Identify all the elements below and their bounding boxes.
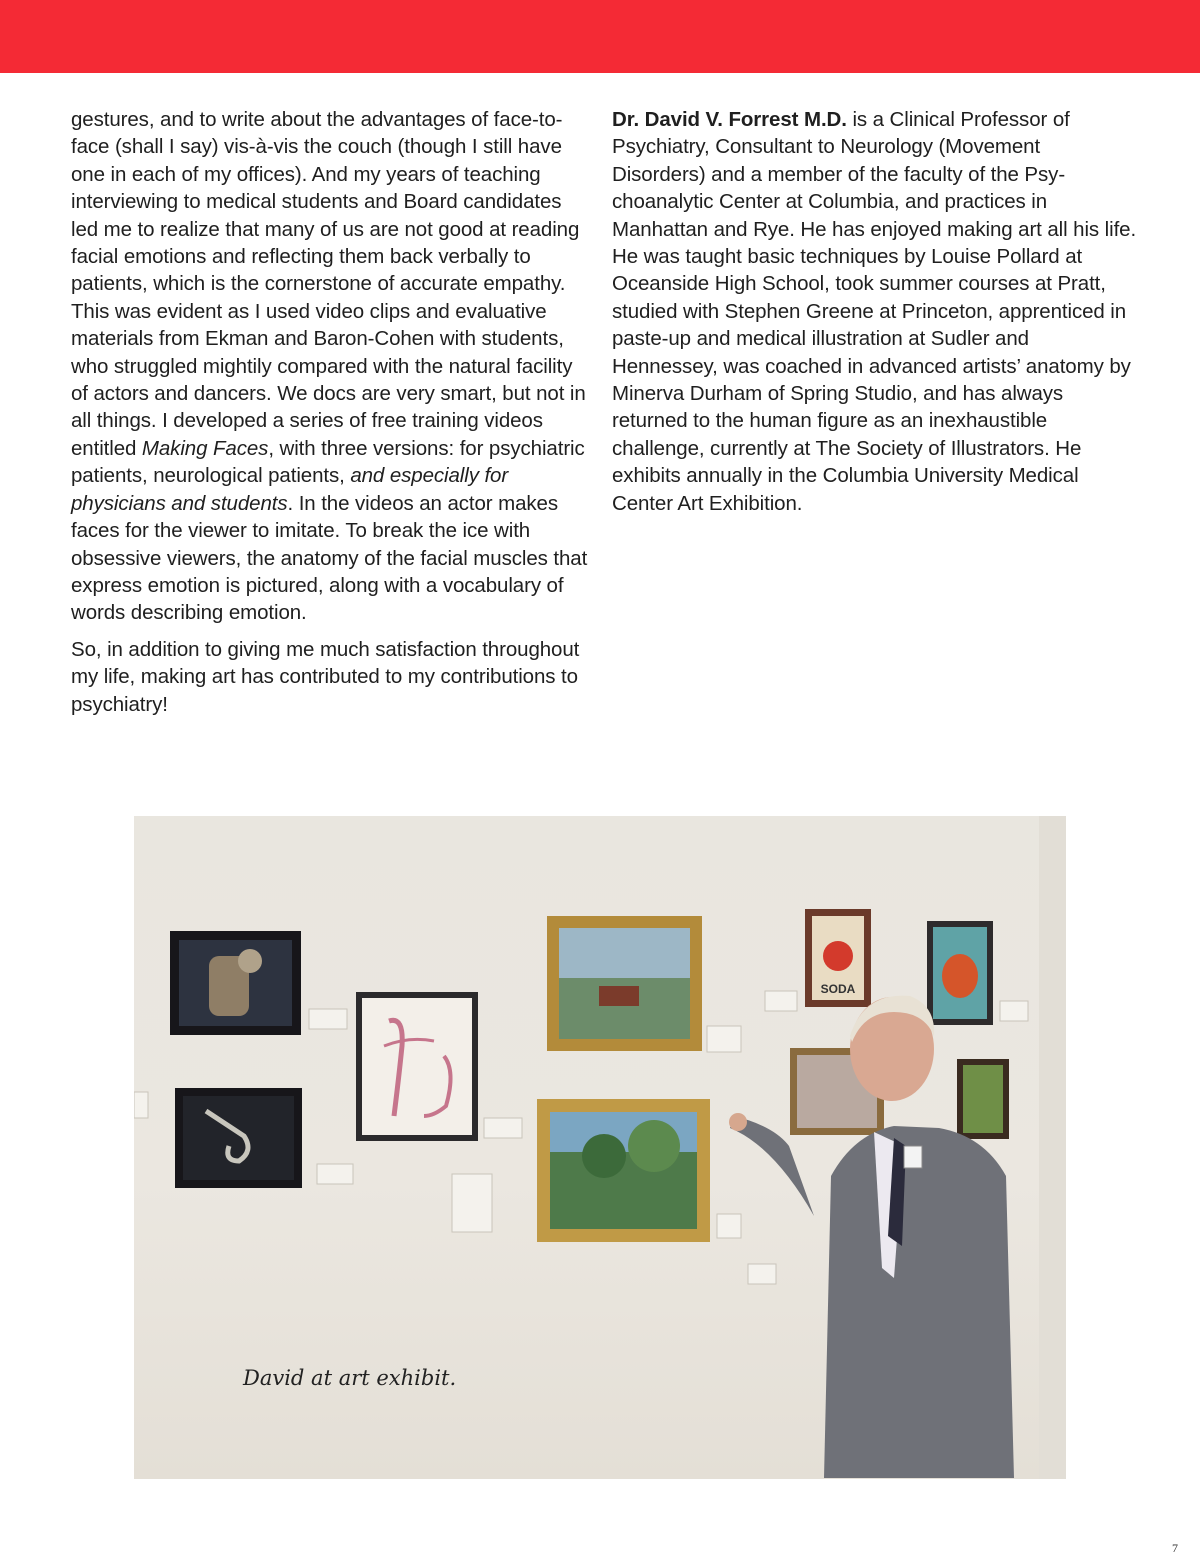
left-column: [71, 106, 589, 727]
page-number: 7: [1172, 1541, 1178, 1555]
video-title: Making Faces: [141, 436, 269, 460]
paragraph-facial-emotions: [71, 106, 589, 627]
header-bar: [0, 0, 1200, 73]
paragraph-text: gestures, and to write about the advantages of face-to-face (shall I say) vis-à-vis the couch (though I still have one in each of my offices). And my years of teaching interviewing to medical students and Board candidates led me to realize that many of us are not good at reading facial emotions and reflecting them back verbally to patients, which is the cornerstone of accurate empathy. This was evident as I used video clips and evaluative materials from Ekman and Baron-Cohen with students, who struggled mightily compared with the natural facility of actors and dancers. We docs are very smart, but not in all things. I developed a series of free training videos entitled: [71, 108, 586, 460]
paragraph-text: , with three versions: for psychiatric patients, neurological patients,: [71, 436, 585, 488]
exhibit-photo-illustration: [134, 816, 1066, 1479]
photo-caption: David at art exhibit.: [243, 1366, 457, 1390]
right-column: [612, 106, 1137, 526]
author-name: Dr. David V. Forrest M.D.: [612, 108, 847, 131]
author-bio: [612, 106, 1137, 517]
soda-label: SODA: [820, 982, 856, 996]
paragraph-text: . In the videos an actor makes faces for the viewer to imitate. To break the ice with obsessive viewers, the anatomy of the facial muscles that express emotion is pictured, along with a vocabulary of words describing emotion.: [71, 491, 588, 625]
exhibit-photo: [134, 816, 1066, 1479]
paragraph-conclusion: So, in addition to giving me much satisfaction throughout my life, making art has contributed to my contributions to psychiatry!: [71, 637, 580, 716]
emphasis-text: and especially for physicians and students: [71, 464, 509, 515]
author-bio-text: is a Clinical Professor of Psychiatry, Consultant to Neurology (Movement Disorders) and a member of the faculty of the Psychoanalytic Center at Columbia, and practices in Manhattan and Rye. He has enjoyed making art all his life. He was taught basic techniques by Louise Pollard at Oceanside High School, took summer courses at Pratt, studied with Stephen Greene at Princeton, apprenticed in paste-up and medical illustration at Sudler and Hennessey, was coached in advanced artists’ anatomy by Minerva Durham of Spring Studio, and has always returned to the human figure as an inexhaustible challenge, currently at The Society of Illustrators. He exhibits annually in the Columbia University Medical Center Art Exhibition.: [612, 108, 1137, 515]
